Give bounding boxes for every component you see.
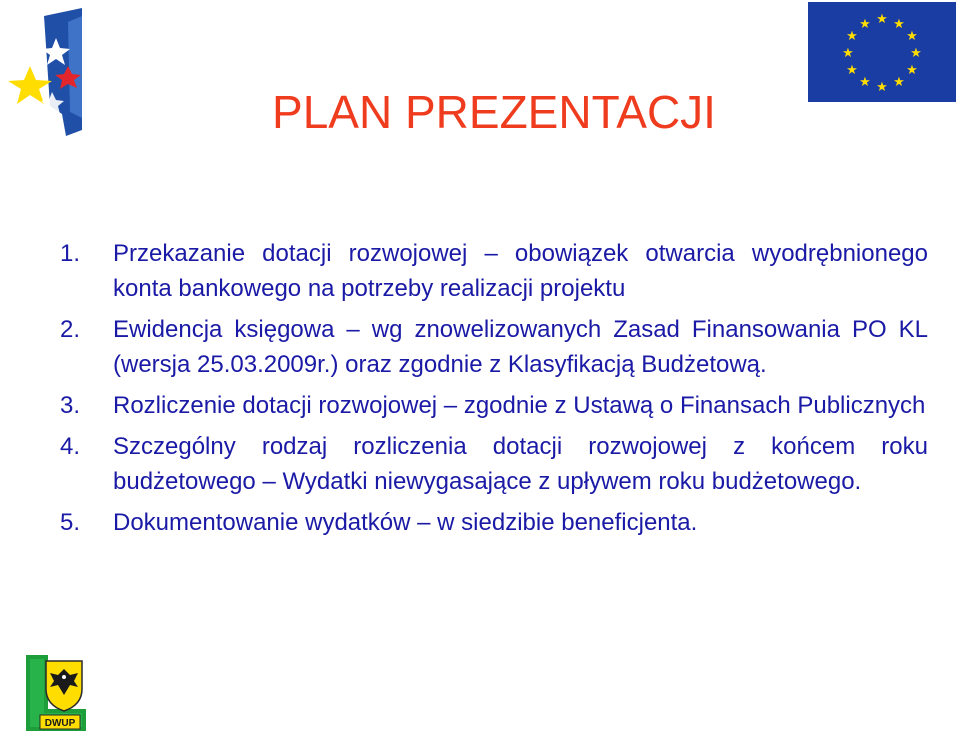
agenda-item-1 bbox=[60, 236, 928, 306]
svg-text:★: ★ bbox=[859, 75, 871, 90]
agenda-item-text: Ewidencja księgowa – wg znowelizowanych Zasad Finansowania PO KL (wersja 25.03.2009r.) oraz zgodnie z Klasyfikacją Budżetową. bbox=[113, 316, 928, 378]
agenda-item-text: Dokumentowanie wydatków – w siedzibie beneficjenta. bbox=[113, 509, 698, 536]
slide-title: PLAN PREZENTACJI bbox=[272, 86, 716, 138]
svg-text:★: ★ bbox=[910, 46, 922, 61]
agenda-item-3 bbox=[60, 388, 928, 423]
agenda-item-text: Przekazanie dotacji rozwojowej – obowiązek otwarcia wyodrębnionego konta bankowego na potrzeby realizacji projektu bbox=[113, 240, 928, 302]
svg-text:★: ★ bbox=[842, 46, 854, 61]
svg-text:★: ★ bbox=[876, 80, 888, 95]
agenda-item-2 bbox=[60, 312, 928, 382]
agenda-list bbox=[60, 236, 928, 544]
svg-text:★: ★ bbox=[846, 29, 858, 44]
svg-text:★: ★ bbox=[906, 29, 918, 44]
agenda-item-text: Rozliczenie dotacji rozwojowej – zgodnie z Ustawą o Finansach Publicznych bbox=[113, 392, 926, 419]
agenda-item-4 bbox=[60, 429, 928, 499]
svg-text:★: ★ bbox=[876, 12, 888, 27]
agenda-item-number: 1. bbox=[60, 240, 81, 267]
agenda-item-number: 2. bbox=[60, 316, 81, 343]
svg-text:★: ★ bbox=[859, 17, 871, 32]
svg-text:★: ★ bbox=[906, 63, 918, 78]
svg-text:★: ★ bbox=[846, 63, 858, 78]
svg-text:★: ★ bbox=[893, 17, 905, 32]
agenda-item-5 bbox=[60, 505, 928, 540]
agenda-item-number: 4. bbox=[60, 433, 81, 460]
dwup-logo bbox=[24, 655, 88, 731]
agenda-item-number: 5. bbox=[60, 509, 81, 536]
svg-text:★: ★ bbox=[893, 75, 905, 90]
agenda-item-text: Szczególny rodzaj rozliczenia dotacji rozwojowej z końcem roku budżetowego – Wydatki niewygasające z upływem roku budżetowego. bbox=[113, 433, 928, 495]
dwup-logo-text: DWUP bbox=[44, 718, 76, 729]
dwup-eagle-shield-icon bbox=[24, 655, 88, 731]
agenda-item-number: 3. bbox=[60, 392, 81, 419]
